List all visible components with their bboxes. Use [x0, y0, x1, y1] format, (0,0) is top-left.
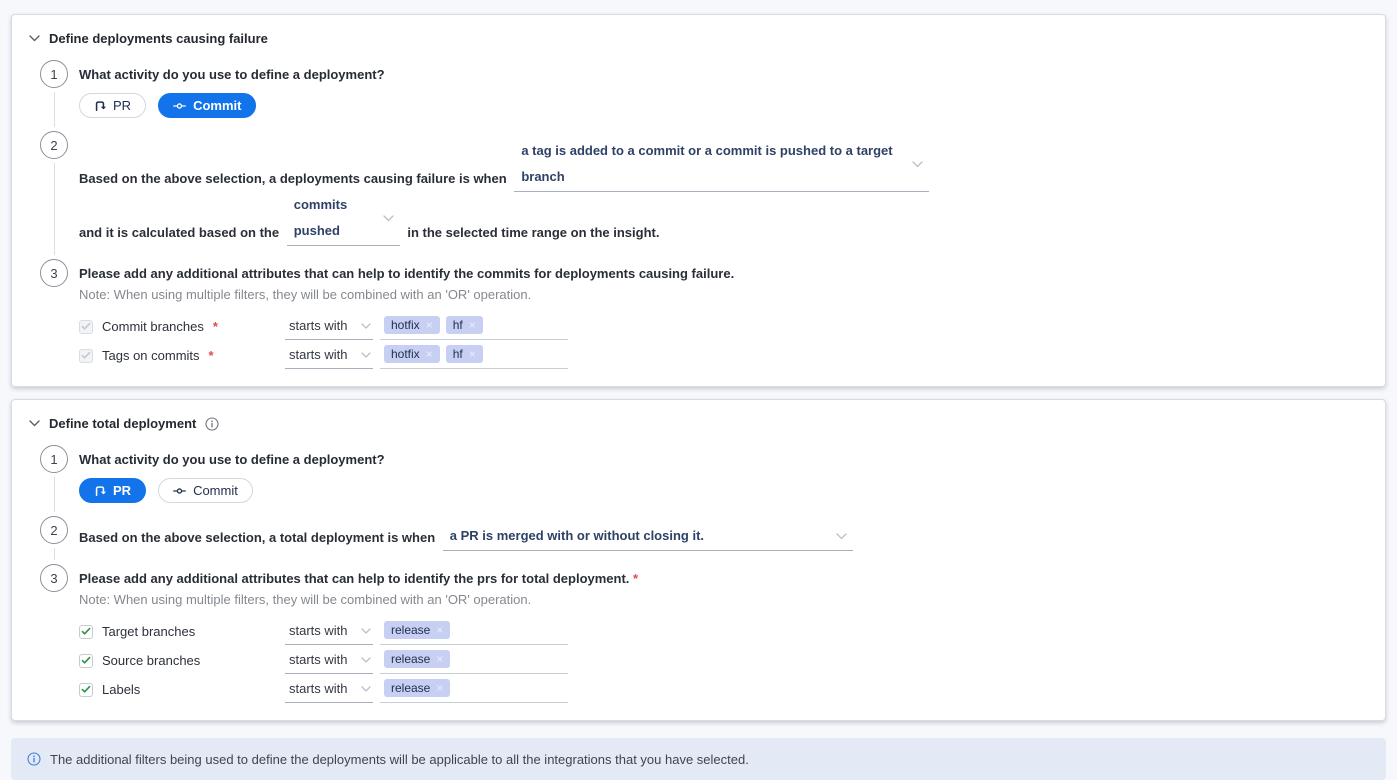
pr-button[interactable]: [79, 478, 146, 503]
step-number: 1: [40, 445, 68, 473]
event-select[interactable]: [443, 523, 853, 551]
checkbox-icon[interactable]: [79, 349, 93, 363]
step-rail: [40, 131, 68, 259]
step-connector: [54, 477, 55, 512]
operator-value: starts with: [289, 681, 348, 696]
tags-input[interactable]: [380, 677, 568, 703]
step-number: 3: [40, 259, 68, 287]
filter-label: Source branches: [102, 653, 201, 668]
tags-input[interactable]: [380, 648, 568, 674]
tag-chip: [384, 345, 440, 363]
chevron-down-icon: [836, 533, 847, 540]
operator-select[interactable]: [285, 314, 373, 340]
tag-label: release: [391, 681, 431, 695]
steps: [12, 433, 1385, 720]
filter-row-tags-on-commits: [79, 341, 1369, 370]
step-number: 2: [40, 131, 68, 159]
step-activity: [40, 60, 1369, 131]
card-deployments-causing-failure: [11, 14, 1386, 387]
operator-select[interactable]: [285, 648, 373, 674]
definition-text: Based on the above selection, a deployments causing failure is when: [79, 171, 507, 186]
tags-input[interactable]: [380, 619, 568, 645]
step-definition: [40, 131, 1369, 259]
filter-row-target-branches: [79, 617, 1369, 646]
pull-request-icon: [94, 485, 106, 497]
filters-instruction: Please add any additional attributes that can help to identify the prs for total deployment.: [79, 571, 630, 586]
operator-select[interactable]: [285, 677, 373, 703]
tag-label: hf: [452, 318, 463, 332]
collapse-chevron-icon[interactable]: [29, 35, 40, 42]
definition-text: Based on the above selection, a total deployment is when: [79, 530, 436, 545]
chevron-down-icon: [361, 686, 371, 692]
tags-input[interactable]: [380, 314, 568, 340]
activity-buttons: [79, 478, 1369, 503]
remove-tag-icon[interactable]: ×: [468, 347, 476, 361]
pr-button-label: PR: [113, 98, 132, 113]
step-number: 2: [40, 516, 68, 544]
step-rail: [40, 445, 68, 516]
card-header: [12, 15, 1385, 48]
calculation-text-suffix: in the selected time range on the insight.: [407, 225, 660, 240]
commit-icon: [173, 101, 186, 111]
remove-tag-icon[interactable]: ×: [436, 652, 444, 666]
remove-tag-icon[interactable]: ×: [436, 681, 444, 695]
filter-label: Tags on commits: [102, 348, 200, 363]
pull-request-icon: [94, 100, 106, 112]
info-banner: [11, 738, 1386, 780]
chevron-down-icon: [361, 352, 371, 358]
calculation-text: and it is calculated based on the: [79, 225, 280, 240]
filter-row-source-branches: [79, 646, 1369, 675]
info-icon[interactable]: [205, 417, 219, 431]
filter-row-labels: [79, 675, 1369, 704]
step-rail: [40, 564, 68, 706]
checkbox-icon[interactable]: [79, 625, 93, 639]
commit-icon: [173, 486, 186, 496]
chevron-down-icon: [912, 161, 923, 168]
filter-label: Target branches: [102, 624, 196, 639]
step-rail: [40, 516, 68, 564]
tag-label: hotfix: [391, 347, 420, 361]
step-number: 3: [40, 564, 68, 592]
tag-label: release: [391, 623, 431, 637]
tag-chip: [384, 650, 450, 668]
commit-button-label: Commit: [193, 483, 238, 498]
tag-label: release: [391, 652, 431, 666]
pr-button[interactable]: [79, 93, 146, 118]
filter-label: Commit branches: [102, 319, 204, 334]
tag-chip: [446, 345, 483, 363]
tag-label: hotfix: [391, 318, 420, 332]
step-connector: [54, 163, 55, 255]
checkbox-icon[interactable]: [79, 654, 93, 668]
step-connector: [54, 92, 55, 127]
step-rail: [40, 60, 68, 131]
chevron-down-icon: [383, 215, 394, 222]
operator-value: starts with: [289, 347, 348, 362]
operator-value: starts with: [289, 652, 348, 667]
step-number: 1: [40, 60, 68, 88]
remove-tag-icon[interactable]: ×: [425, 347, 433, 361]
operator-value: starts with: [289, 318, 348, 333]
tag-chip: [384, 621, 450, 639]
card-title: Define total deployment: [49, 416, 197, 431]
basis-select-value: commits pushed: [293, 197, 348, 238]
chevron-down-icon: [361, 323, 371, 329]
checkbox-icon[interactable]: [79, 320, 93, 334]
commit-button[interactable]: [158, 478, 253, 503]
commit-button-label: Commit: [193, 98, 242, 113]
event-select[interactable]: [514, 138, 929, 192]
filters-note: Note: When using multiple filters, they will be combined with an 'OR' operation.: [79, 592, 532, 607]
collapse-chevron-icon[interactable]: [29, 420, 40, 427]
commit-button[interactable]: [158, 93, 256, 118]
filters-instruction: Please add any additional attributes that can help to identify the commits for deployments causing failure.: [79, 266, 735, 281]
tag-chip: [384, 316, 440, 334]
remove-tag-icon[interactable]: ×: [425, 318, 433, 332]
tags-input[interactable]: [380, 343, 568, 369]
required-asterisk: *: [208, 348, 214, 363]
filter-row-commit-branches: [79, 312, 1369, 341]
info-icon: [27, 752, 41, 766]
remove-tag-icon[interactable]: ×: [436, 623, 444, 637]
remove-tag-icon[interactable]: ×: [468, 318, 476, 332]
operator-select[interactable]: [285, 343, 373, 369]
activity-buttons: [79, 93, 1369, 118]
tag-chip: [446, 316, 483, 334]
activity-question: What activity do you use to define a deployment?: [79, 67, 385, 82]
chevron-down-icon: [361, 628, 371, 634]
pr-button-label: PR: [113, 483, 132, 498]
steps: [12, 48, 1385, 386]
step-connector: [54, 548, 55, 560]
filters-note: Note: When using multiple filters, they will be combined with an 'OR' operation.: [79, 287, 532, 302]
step-filters: [40, 564, 1369, 706]
filter-label: Labels: [102, 682, 141, 697]
operator-value: starts with: [289, 623, 348, 638]
card-title: Define deployments causing failure: [49, 31, 268, 46]
tag-label: hf: [452, 347, 463, 361]
step-activity: [40, 445, 1369, 516]
event-select-value: a PR is merged with or without closing it.: [449, 528, 705, 543]
card-total-deployment: [11, 399, 1386, 721]
operator-select[interactable]: [285, 619, 373, 645]
tag-chip: [384, 679, 450, 697]
info-banner-text: The additional filters being used to define the deployments will be applicable to all the integrations that you have selected.: [50, 751, 749, 767]
step-rail: [40, 259, 68, 372]
required-asterisk: *: [633, 571, 639, 586]
basis-select[interactable]: [287, 192, 400, 246]
checkbox-icon[interactable]: [79, 683, 93, 697]
activity-question: What activity do you use to define a deployment?: [79, 452, 385, 467]
step-filters: [40, 259, 1369, 372]
required-asterisk: *: [212, 319, 218, 334]
event-select-value: a tag is added to a commit or a commit is pushed to a target branch: [521, 143, 893, 184]
step-definition: [40, 516, 1369, 564]
card-header: [12, 400, 1385, 433]
chevron-down-icon: [361, 657, 371, 663]
